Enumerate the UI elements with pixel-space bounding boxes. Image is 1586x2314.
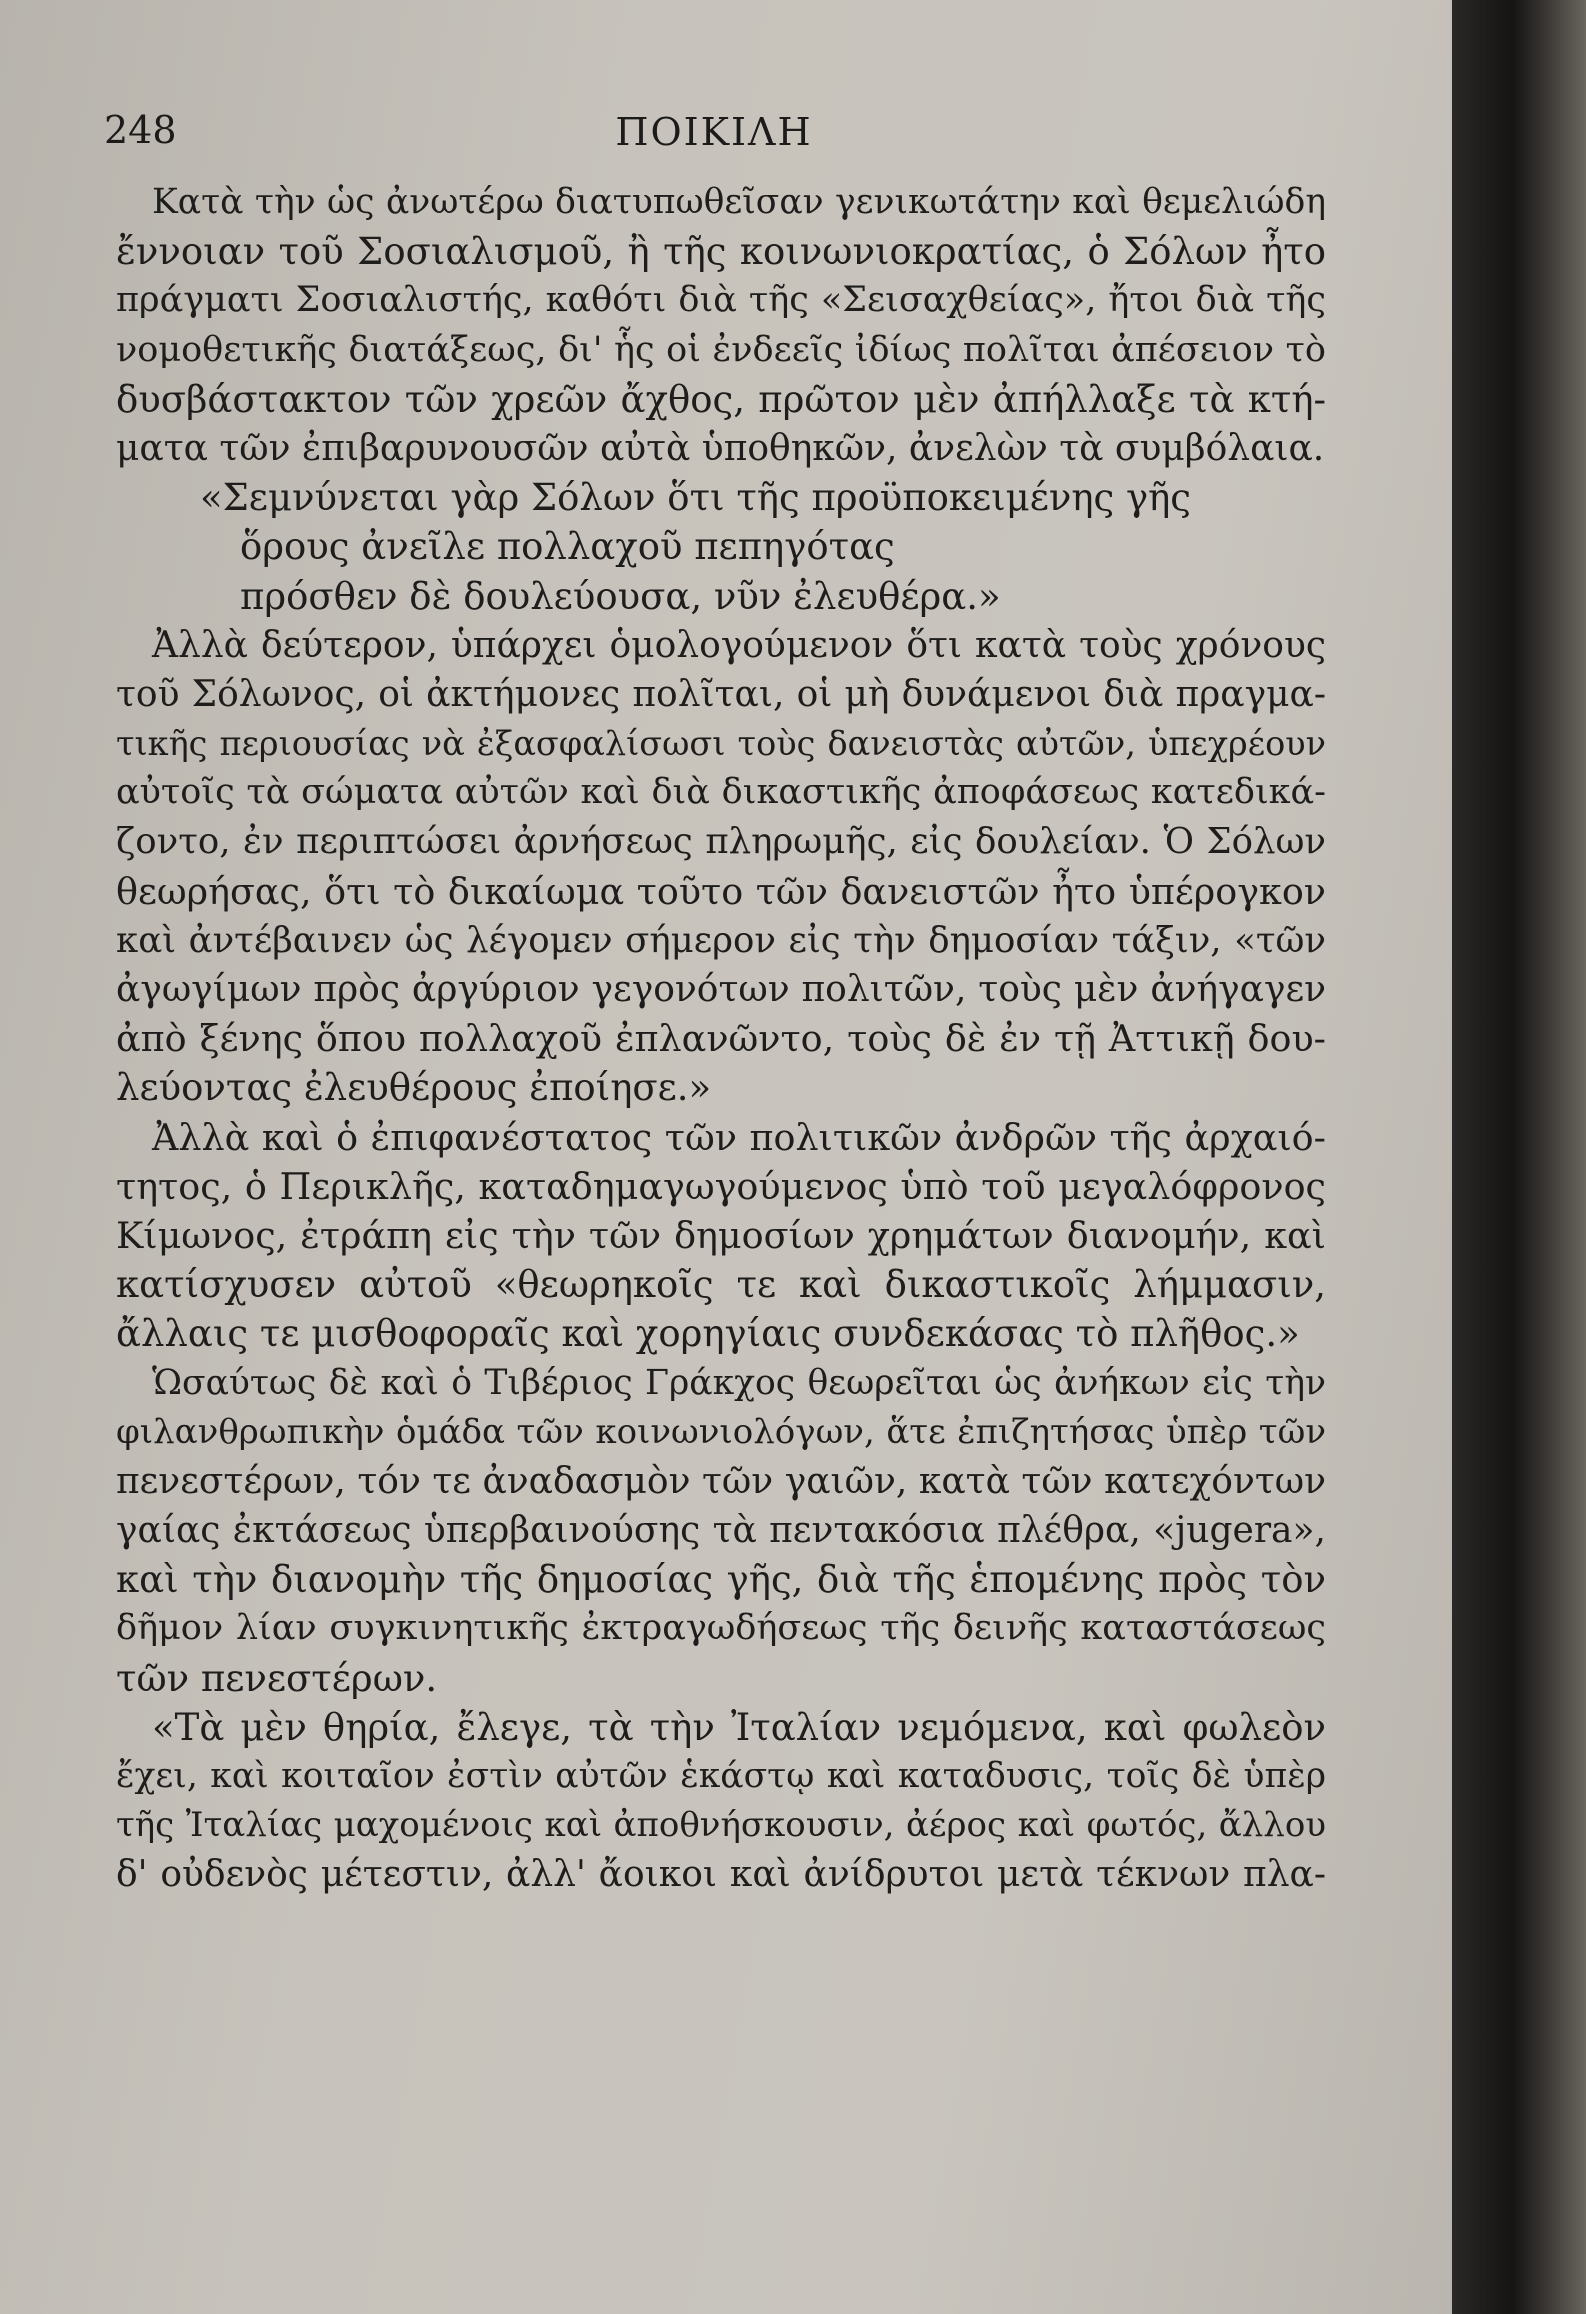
text-line: τοῦ Σόλωνος, οἱ ἀκτήμονες πολῖται, οἱ μὴ δυνάμενοι διὰ πραγμα- <box>116 673 1326 715</box>
text-line: λεύοντας ἐλευθέρους ἐποίησε.» <box>116 1066 712 1110</box>
paragraph <box>116 1703 1326 1900</box>
paragraph <box>116 1359 1326 1703</box>
paragraph <box>116 178 1326 473</box>
body-text <box>116 178 1326 1900</box>
page-number: 248 <box>104 108 177 152</box>
text-line: τῆς Ἰταλίας μαχομένοις καὶ ἀποθνήσκουσιν, ἀέρος καὶ φωτός, ἄλλου <box>116 1805 1326 1846</box>
text-line: ἄλλαις τε μισθοφοραῖς καὶ χορηγίαις συνδεκάσας τὸ πλῆθος.» <box>116 1312 1300 1356</box>
text-line: τικῆς περιουσίας νὰ ἐξασφαλίσωσι τοὺς δανειστὰς αὐτῶν, ὑπεχρέουν <box>116 724 1326 764</box>
book-binding-shadow <box>1452 0 1586 2314</box>
text-line: πενεστέρων, τόν τε ἀναδασμὸν τῶν γαιῶν, κατὰ τῶν κατεχόντων <box>116 1460 1326 1502</box>
text-line: δ' οὐδενὸς μέτεστιν, ἀλλ' ἄοικοι καὶ ἀνίδρυτοι μετὰ τέκνων πλα- <box>116 1854 1326 1896</box>
text-line: δυσβάστακτον τῶν χρεῶν ἄχθος, πρῶτον μὲν ἀπήλλαξε τὰ κτή- <box>116 377 1326 421</box>
text-line: τῶν πενεστέρων. <box>116 1656 438 1700</box>
text-line: Ἀλλὰ καὶ ὁ ἐπιφανέστατος τῶν πολιτικῶν ἀνδρῶν τῆς ἀρχαιό- <box>152 1115 1326 1159</box>
text-line: Ἀλλὰ δεύτερον, ὑπάρχει ὁμολογούμενον ὅτι κατὰ τοὺς χρόνους <box>152 624 1326 666</box>
text-line: Κατὰ τὴν ὡς ἀνωτέρω διατυπωθεῖσαν γενικωτάτην καὶ θεμελιώδη <box>152 182 1326 222</box>
text-line: ἀγωγίμων πρὸς ἀργύριον γεγονότων πολιτῶν, τοὺς μὲν ἀνήγαγεν <box>116 969 1326 1010</box>
text-line: τητος, ὁ Περικλῆς, καταδημαγωγούμενος ὑπὸ τοῦ μεγαλόφρονος <box>116 1164 1326 1208</box>
text-line: «Τὰ μὲν θηρία, ἔλεγε, τὰ τὴν Ἰταλίαν νεμόμενα, καὶ φωλεὸν <box>152 1705 1326 1749</box>
paragraph <box>116 621 1326 1113</box>
text-line: ἔννοιαν τοῦ Σοσιαλισμοῦ, ἢ τῆς κοινωνιοκρατίας, ὁ Σόλων ἦτο <box>116 230 1326 274</box>
text-line: αὐτοῖς τὰ σώματα αὐτῶν καὶ διὰ δικαστικῆς ἀποφάσεως κατεδικά- <box>116 772 1326 813</box>
text-line: ματα τῶν ἐπιβαρυνουσῶν αὐτὰ ὑποθηκῶν, ἀνελὼν τὰ συμβόλαια. <box>116 427 1325 469</box>
text-line: θεωρήσας, ὅτι τὸ δικαίωμα τοῦτο τῶν δανειστῶν ἦτο ὑπέρογκον <box>116 869 1326 913</box>
text-line: γαίας ἐκτάσεως ὑπερβαινούσης τὰ πεντακόσια πλέθρα, «jugera», <box>116 1510 1326 1552</box>
page-header <box>104 108 1324 168</box>
text-line: Κίμωνος, ἐτράπη εἰς τὴν τῶν δημοσίων χρημάτων διανομήν, καὶ <box>116 1213 1326 1257</box>
quote-line: ὅρους ἀνεῖλε πολλαχοῦ πεπηγότας <box>240 525 895 569</box>
text-line: ζοντο, ἐν περιπτώσει ἀρνήσεως πληρωμῆς, εἰς δουλείαν. Ὁ Σόλων <box>116 821 1326 863</box>
text-line: ἀπὸ ξένης ὅπου πολλαχοῦ ἐπλανῶντο, τοὺς δὲ ἐν τῇ Ἀττικῇ δου- <box>116 1017 1326 1061</box>
text-line: Ὡσαύτως δὲ καὶ ὁ Τιβέριος Γράκχος θεωρεῖται ὡς ἀνήκων εἰς τὴν <box>152 1362 1326 1403</box>
text-line: φιλανθρωπικὴν ὁμάδα τῶν κοινωνιολόγων, ἅτε ἐπιζητήσας ὑπὲρ τῶν <box>116 1411 1326 1452</box>
quote-line: πρόσθεν δὲ δουλεύουσα, νῦν ἐλευθέρα.» <box>240 574 1001 618</box>
text-line: πράγματι Σοσιαλιστής, καθότι διὰ τῆς «Σεισαχθείας», ἤτοι διὰ τῆς <box>116 280 1326 321</box>
text-line: κατίσχυσεν αὐτοῦ «θεωρηκοῖς τε καὶ δικαστικοῖς λήμμασιν, <box>116 1263 1326 1307</box>
text-line: ἔχει, καὶ κοιταῖον ἐστὶν αὐτῶν ἑκάστῳ καὶ καταδυσις, τοῖς δὲ ὑπὲρ <box>116 1756 1326 1796</box>
text-line: καὶ τὴν διανομὴν τῆς δημοσίας γῆς, διὰ τῆς ἑπομένης πρὸς τὸν <box>116 1558 1326 1602</box>
text-line: νομοθετικῆς διατάξεως, δι' ἧς οἱ ἐνδεεῖς ἰδίως πολῖται ἀπέσειον τὸ <box>116 329 1326 370</box>
verse-quote <box>116 473 1326 621</box>
running-head: ΠΟΙΚΙΛΗ <box>615 110 813 154</box>
paragraph <box>116 1113 1326 1359</box>
text-line: καὶ ἀντέβαινεν ὡς λέγομεν σήμερον εἰς τὴν δημοσίαν τάξιν, «τῶν <box>116 919 1326 961</box>
quote-line: «Σεμνύνεται γὰρ Σόλων ὅτι τῆς προϋποκειμένης γῆς <box>200 476 1192 520</box>
text-line: δῆμον λίαν συγκινητικῆς ἐκτραγωδήσεως τῆς δεινῆς καταστάσεως <box>116 1608 1326 1649</box>
